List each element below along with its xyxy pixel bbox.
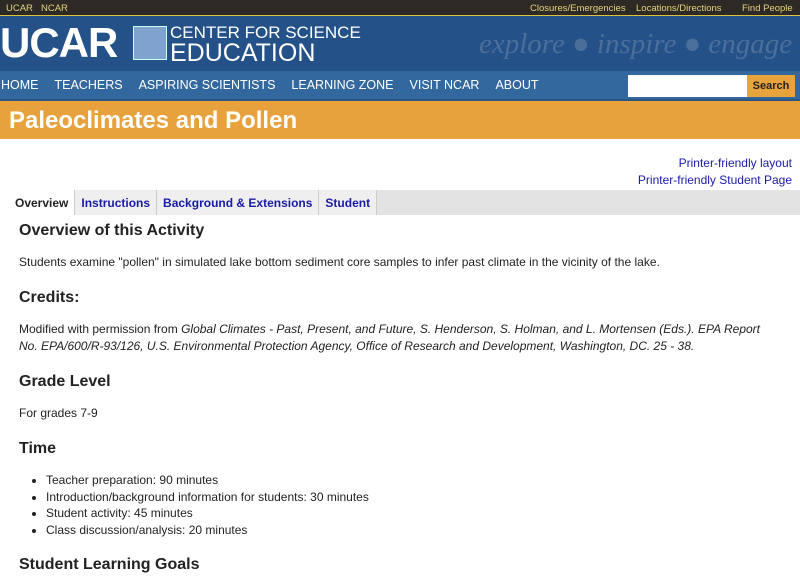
time-list (46, 472, 781, 538)
list-item: • Student activity: 45 minutes (46, 505, 781, 522)
search-button[interactable]: Search (747, 75, 795, 97)
cse-line2: EDUCATION (170, 39, 316, 67)
nav-learning-zone[interactable]: LEARNING ZONE (291, 78, 394, 92)
tab-instructions[interactable]: Instructions (75, 190, 157, 215)
locations-link[interactable]: Locations/Directions (636, 3, 722, 14)
cse-line1: CENTER FOR SCIENCE (170, 23, 361, 42)
printer-links (0, 139, 800, 189)
ucar-logo[interactable]: UCAR (0, 19, 118, 66)
globe-icon (133, 26, 167, 60)
tab-overview[interactable]: Overview (9, 190, 75, 215)
tab-bar (9, 190, 800, 215)
top-utility-bar (0, 0, 800, 16)
cse-logo[interactable] (170, 24, 361, 65)
list-item: • Class discussion/analysis: 20 minutes (46, 522, 781, 539)
main-content (0, 222, 800, 574)
closures-link[interactable]: Closures/Emergencies (530, 3, 626, 14)
find-people-link[interactable]: Find People (742, 3, 793, 14)
credits-text (19, 321, 781, 355)
list-item: • Introduction/background information for students: 30 minutes (46, 489, 781, 506)
site-banner (0, 16, 800, 71)
overview-text: Students examine "pollen" in simulated lake bottom sediment core samples to infer past climate in the vicinity of the lake. (19, 255, 660, 269)
tab-student[interactable]: Student (319, 190, 377, 215)
credits-heading: Credits: (19, 289, 80, 306)
credits-prefix: Modified with permission from (19, 322, 182, 336)
printer-friendly-student-link[interactable]: Printer-friendly Student Page (637, 173, 792, 187)
nav-visit-ncar[interactable]: VISIT NCAR (409, 78, 480, 92)
grade-heading: Grade Level (19, 373, 111, 390)
goals-heading: Student Learning Goals (19, 556, 200, 573)
nav-about[interactable]: ABOUT (495, 78, 539, 92)
search-input[interactable] (628, 75, 747, 97)
grade-text: For grades 7-9 (19, 406, 98, 420)
main-nav (0, 71, 800, 101)
printer-friendly-layout-link[interactable]: Printer-friendly layout (678, 156, 792, 170)
tab-background-extensions[interactable]: Background & Extensions (157, 190, 319, 215)
nav-teachers[interactable]: TEACHERS (54, 78, 123, 92)
ucar-link[interactable]: UCAR (6, 3, 33, 14)
overview-heading: Overview of this Activity (19, 222, 205, 239)
nav-aspiring-scientists[interactable]: ASPIRING SCIENTISTS (138, 78, 276, 92)
ncar-link[interactable]: NCAR (41, 3, 68, 14)
time-heading: Time (19, 440, 57, 457)
tagline: explore ● inspire ● engage (479, 28, 793, 60)
nav-home[interactable]: HOME (1, 78, 39, 92)
credits-citation: Global Climates - Past, Present, and Future, S. Henderson, S. Holman, and L. Mortensen (Eds.). EPA Report No. EPA/600/R-93/126, U.S. Environmental Protection Agency, Office of Research and Development, Washington, DC. 25 - 38. (19, 322, 760, 353)
page-title: Paleoclimates and Pollen (0, 101, 800, 139)
list-item: • Teacher preparation: 90 minutes (46, 472, 781, 489)
